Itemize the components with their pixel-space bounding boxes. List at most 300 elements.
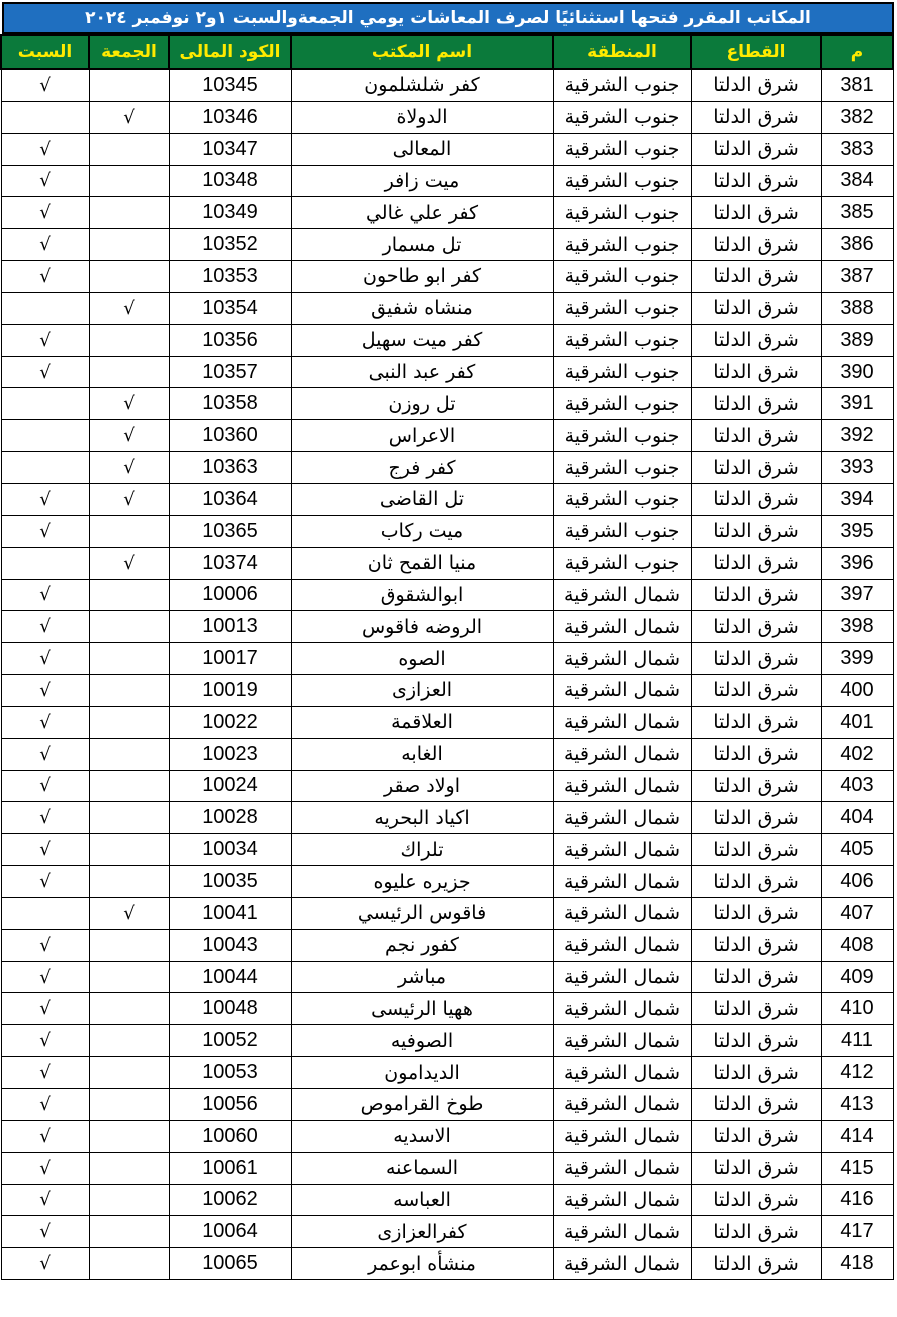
row-number: 403 (821, 770, 893, 802)
saturday-check-cell: √ (1, 261, 89, 293)
friday-check-cell: √ (89, 420, 169, 452)
table-row (1, 483, 893, 515)
row-number: 396 (821, 547, 893, 579)
friday-check-cell (89, 1089, 169, 1121)
friday-check-cell (89, 356, 169, 388)
financial-code-cell: 10363 (169, 452, 291, 484)
region-cell: شمال الشرقية (553, 1184, 691, 1216)
financial-code-cell: 10048 (169, 993, 291, 1025)
sector-cell: شرق الدلتا (691, 165, 821, 197)
financial-code-cell: 10034 (169, 834, 291, 866)
table-row (1, 388, 893, 420)
table-row (1, 579, 893, 611)
region-cell: جنوب الشرقية (553, 515, 691, 547)
saturday-check-cell (1, 292, 89, 324)
saturday-check-cell: √ (1, 1120, 89, 1152)
row-number: 411 (821, 1025, 893, 1057)
friday-check-cell: √ (89, 452, 169, 484)
friday-check-cell (89, 1025, 169, 1057)
financial-code-cell: 10353 (169, 261, 291, 293)
office-name-cell: اولاد صقر (291, 770, 553, 802)
saturday-check-cell (1, 547, 89, 579)
region-cell: شمال الشرقية (553, 802, 691, 834)
region-cell: شمال الشرقية (553, 1089, 691, 1121)
office-name-cell: ميت زافر (291, 165, 553, 197)
office-name-cell: منشأه ابوعمر (291, 1248, 553, 1280)
friday-check-cell (89, 261, 169, 293)
sector-cell: شرق الدلتا (691, 738, 821, 770)
region-cell: جنوب الشرقية (553, 483, 691, 515)
sector-cell: شرق الدلتا (691, 356, 821, 388)
region-cell: جنوب الشرقية (553, 547, 691, 579)
table-body (1, 69, 893, 1280)
table-row (1, 706, 893, 738)
table-row (1, 770, 893, 802)
office-name-cell: الصوفيه (291, 1025, 553, 1057)
saturday-check-cell: √ (1, 1248, 89, 1280)
row-number: 402 (821, 738, 893, 770)
friday-check-cell (89, 611, 169, 643)
financial-code-cell: 10356 (169, 324, 291, 356)
financial-code-cell: 10348 (169, 165, 291, 197)
header-saturday: السبت (1, 35, 89, 69)
sector-cell: شرق الدلتا (691, 770, 821, 802)
table-row (1, 356, 893, 388)
row-number: 394 (821, 483, 893, 515)
saturday-check-cell: √ (1, 611, 89, 643)
friday-check-cell (89, 993, 169, 1025)
sector-cell: شرق الدلتا (691, 101, 821, 133)
region-cell: شمال الشرقية (553, 993, 691, 1025)
table-row (1, 961, 893, 993)
saturday-check-cell: √ (1, 706, 89, 738)
office-name-cell: كفر ميت سهيل (291, 324, 553, 356)
friday-check-cell (89, 197, 169, 229)
region-cell: شمال الشرقية (553, 1025, 691, 1057)
friday-check-cell: √ (89, 483, 169, 515)
friday-check-cell (89, 961, 169, 993)
table-row (1, 229, 893, 261)
friday-check-cell (89, 1057, 169, 1089)
saturday-check-cell (1, 101, 89, 133)
header-office: اسم المكتب (291, 35, 553, 69)
office-name-cell: الديدامون (291, 1057, 553, 1089)
friday-check-cell (89, 579, 169, 611)
table-row (1, 802, 893, 834)
region-cell: شمال الشرقية (553, 611, 691, 643)
financial-code-cell: 10035 (169, 866, 291, 898)
table-row (1, 643, 893, 675)
sector-cell: شرق الدلتا (691, 69, 821, 101)
office-name-cell: العلاقمة (291, 706, 553, 738)
friday-check-cell (89, 1248, 169, 1280)
financial-code-cell: 10013 (169, 611, 291, 643)
saturday-check-cell: √ (1, 866, 89, 898)
row-number: 383 (821, 133, 893, 165)
financial-code-cell: 10360 (169, 420, 291, 452)
financial-code-cell: 10024 (169, 770, 291, 802)
sector-cell: شرق الدلتا (691, 1216, 821, 1248)
row-number: 401 (821, 706, 893, 738)
table-row (1, 1184, 893, 1216)
row-number: 393 (821, 452, 893, 484)
table-row (1, 1089, 893, 1121)
sheet-title: المكاتب المقرر فتحها استثنائيًا لصرف المعاشات يومي الجمعةوالسبت ١و٢ نوفمبر ٢٠٢٤ (2, 2, 894, 34)
office-name-cell: ابوالشقوق (291, 579, 553, 611)
region-cell: جنوب الشرقية (553, 292, 691, 324)
sector-cell: شرق الدلتا (691, 1120, 821, 1152)
friday-check-cell (89, 770, 169, 802)
saturday-check-cell: √ (1, 1025, 89, 1057)
row-number: 390 (821, 356, 893, 388)
region-cell: شمال الشرقية (553, 738, 691, 770)
row-number: 381 (821, 69, 893, 101)
financial-code-cell: 10061 (169, 1152, 291, 1184)
region-cell: شمال الشرقية (553, 1057, 691, 1089)
region-cell: شمال الشرقية (553, 897, 691, 929)
region-cell: شمال الشرقية (553, 866, 691, 898)
table-row (1, 452, 893, 484)
sector-cell: شرق الدلتا (691, 897, 821, 929)
row-number: 386 (821, 229, 893, 261)
table-row (1, 738, 893, 770)
financial-code-cell: 10065 (169, 1248, 291, 1280)
table-row (1, 292, 893, 324)
table-row (1, 420, 893, 452)
financial-code-cell: 10346 (169, 101, 291, 133)
sector-cell: شرق الدلتا (691, 643, 821, 675)
sector-cell: شرق الدلتا (691, 420, 821, 452)
friday-check-cell (89, 1120, 169, 1152)
financial-code-cell: 10352 (169, 229, 291, 261)
saturday-check-cell: √ (1, 675, 89, 707)
table-row (1, 324, 893, 356)
office-name-cell: كفر علي غالي (291, 197, 553, 229)
sector-cell: شرق الدلتا (691, 706, 821, 738)
financial-code-cell: 10060 (169, 1120, 291, 1152)
table-row (1, 1216, 893, 1248)
saturday-check-cell: √ (1, 229, 89, 261)
row-number: 415 (821, 1152, 893, 1184)
region-cell: شمال الشرقية (553, 961, 691, 993)
row-number: 413 (821, 1089, 893, 1121)
office-name-cell: العباسه (291, 1184, 553, 1216)
financial-code-cell: 10364 (169, 483, 291, 515)
sector-cell: شرق الدلتا (691, 1248, 821, 1280)
table-row (1, 1152, 893, 1184)
financial-code-cell: 10022 (169, 706, 291, 738)
row-number: 388 (821, 292, 893, 324)
sector-cell: شرق الدلتا (691, 515, 821, 547)
header-friday: الجمعة (89, 35, 169, 69)
row-number: 391 (821, 388, 893, 420)
region-cell: جنوب الشرقية (553, 69, 691, 101)
office-name-cell: العزازى (291, 675, 553, 707)
table-row (1, 1248, 893, 1280)
sector-cell: شرق الدلتا (691, 261, 821, 293)
office-name-cell: الاعراس (291, 420, 553, 452)
header-m: م (821, 35, 893, 69)
financial-code-cell: 10056 (169, 1089, 291, 1121)
office-name-cell: ههيا الرئيسى (291, 993, 553, 1025)
row-number: 385 (821, 197, 893, 229)
table-row (1, 1025, 893, 1057)
table-row (1, 834, 893, 866)
region-cell: جنوب الشرقية (553, 261, 691, 293)
row-number: 410 (821, 993, 893, 1025)
financial-code-cell: 10365 (169, 515, 291, 547)
saturday-check-cell: √ (1, 1057, 89, 1089)
office-name-cell: المعالى (291, 133, 553, 165)
header-code: الكود المالى (169, 35, 291, 69)
region-cell: جنوب الشرقية (553, 388, 691, 420)
table-row (1, 866, 893, 898)
office-name-cell: الاسديه (291, 1120, 553, 1152)
saturday-check-cell (1, 897, 89, 929)
sector-cell: شرق الدلتا (691, 133, 821, 165)
financial-code-cell: 10064 (169, 1216, 291, 1248)
sector-cell: شرق الدلتا (691, 452, 821, 484)
region-cell: شمال الشرقية (553, 770, 691, 802)
financial-code-cell: 10044 (169, 961, 291, 993)
friday-check-cell (89, 929, 169, 961)
saturday-check-cell: √ (1, 324, 89, 356)
saturday-check-cell: √ (1, 483, 89, 515)
saturday-check-cell: √ (1, 961, 89, 993)
financial-code-cell: 10019 (169, 675, 291, 707)
friday-check-cell: √ (89, 388, 169, 420)
header-region: المنطقة (553, 35, 691, 69)
region-cell: جنوب الشرقية (553, 452, 691, 484)
office-name-cell: تلراك (291, 834, 553, 866)
region-cell: شمال الشرقية (553, 1216, 691, 1248)
financial-code-cell: 10062 (169, 1184, 291, 1216)
header-sector: القطاع (691, 35, 821, 69)
row-number: 397 (821, 579, 893, 611)
region-cell: شمال الشرقية (553, 706, 691, 738)
table-row (1, 261, 893, 293)
table-row (1, 1120, 893, 1152)
financial-code-cell: 10052 (169, 1025, 291, 1057)
saturday-check-cell: √ (1, 1216, 89, 1248)
sector-cell: شرق الدلتا (691, 579, 821, 611)
office-name-cell: تل مسمار (291, 229, 553, 261)
friday-check-cell: √ (89, 897, 169, 929)
region-cell: شمال الشرقية (553, 1120, 691, 1152)
row-number: 399 (821, 643, 893, 675)
office-name-cell: الغابه (291, 738, 553, 770)
friday-check-cell (89, 675, 169, 707)
saturday-check-cell: √ (1, 802, 89, 834)
sector-cell: شرق الدلتا (691, 929, 821, 961)
row-number: 384 (821, 165, 893, 197)
friday-check-cell (89, 866, 169, 898)
region-cell: شمال الشرقية (553, 675, 691, 707)
row-number: 407 (821, 897, 893, 929)
friday-check-cell (89, 229, 169, 261)
saturday-check-cell: √ (1, 643, 89, 675)
table-row (1, 929, 893, 961)
row-number: 400 (821, 675, 893, 707)
sector-cell: شرق الدلتا (691, 1089, 821, 1121)
saturday-check-cell (1, 420, 89, 452)
row-number: 398 (821, 611, 893, 643)
row-number: 389 (821, 324, 893, 356)
row-number: 412 (821, 1057, 893, 1089)
sector-cell: شرق الدلتا (691, 611, 821, 643)
region-cell: شمال الشرقية (553, 1152, 691, 1184)
financial-code-cell: 10041 (169, 897, 291, 929)
office-name-cell: تل روزن (291, 388, 553, 420)
financial-code-cell: 10053 (169, 1057, 291, 1089)
friday-check-cell: √ (89, 547, 169, 579)
table-row (1, 675, 893, 707)
row-number: 404 (821, 802, 893, 834)
saturday-check-cell: √ (1, 1184, 89, 1216)
sector-cell: شرق الدلتا (691, 547, 821, 579)
saturday-check-cell: √ (1, 579, 89, 611)
sector-cell: شرق الدلتا (691, 675, 821, 707)
saturday-check-cell: √ (1, 356, 89, 388)
office-name-cell: تل القاضى (291, 483, 553, 515)
row-number: 392 (821, 420, 893, 452)
office-name-cell: الروضه فاقوس (291, 611, 553, 643)
friday-check-cell (89, 834, 169, 866)
saturday-check-cell: √ (1, 929, 89, 961)
sector-cell: شرق الدلتا (691, 483, 821, 515)
financial-code-cell: 10354 (169, 292, 291, 324)
region-cell: جنوب الشرقية (553, 101, 691, 133)
office-name-cell: كفر ابو طاحون (291, 261, 553, 293)
sector-cell: شرق الدلتا (691, 229, 821, 261)
office-name-cell: السماعنه (291, 1152, 553, 1184)
financial-code-cell: 10017 (169, 643, 291, 675)
sector-cell: شرق الدلتا (691, 866, 821, 898)
saturday-check-cell (1, 388, 89, 420)
financial-code-cell: 10006 (169, 579, 291, 611)
row-number: 382 (821, 101, 893, 133)
office-name-cell: ميت ركاب (291, 515, 553, 547)
row-number: 418 (821, 1248, 893, 1280)
financial-code-cell: 10028 (169, 802, 291, 834)
friday-check-cell (89, 706, 169, 738)
office-name-cell: منشاه شفيق (291, 292, 553, 324)
table-row (1, 165, 893, 197)
friday-check-cell (89, 133, 169, 165)
friday-check-cell (89, 643, 169, 675)
saturday-check-cell (1, 452, 89, 484)
region-cell: جنوب الشرقية (553, 197, 691, 229)
office-name-cell: فاقوس الرئيسي (291, 897, 553, 929)
row-number: 408 (821, 929, 893, 961)
region-cell: شمال الشرقية (553, 643, 691, 675)
office-name-cell: منيا القمح ثان (291, 547, 553, 579)
region-cell: جنوب الشرقية (553, 356, 691, 388)
sector-cell: شرق الدلتا (691, 993, 821, 1025)
financial-code-cell: 10023 (169, 738, 291, 770)
office-name-cell: الدولاة (291, 101, 553, 133)
friday-check-cell (89, 165, 169, 197)
financial-code-cell: 10349 (169, 197, 291, 229)
office-name-cell: مباشر (291, 961, 553, 993)
region-cell: جنوب الشرقية (553, 229, 691, 261)
office-name-cell: الصوه (291, 643, 553, 675)
financial-code-cell: 10043 (169, 929, 291, 961)
table-row (1, 515, 893, 547)
friday-check-cell: √ (89, 292, 169, 324)
sector-cell: شرق الدلتا (691, 1152, 821, 1184)
saturday-check-cell: √ (1, 834, 89, 866)
financial-code-cell: 10345 (169, 69, 291, 101)
table-row (1, 197, 893, 229)
region-cell: جنوب الشرقية (553, 420, 691, 452)
region-cell: شمال الشرقية (553, 929, 691, 961)
sector-cell: شرق الدلتا (691, 324, 821, 356)
saturday-check-cell: √ (1, 197, 89, 229)
friday-check-cell (89, 1152, 169, 1184)
sector-cell: شرق الدلتا (691, 961, 821, 993)
friday-check-cell (89, 69, 169, 101)
table-row (1, 69, 893, 101)
row-number: 416 (821, 1184, 893, 1216)
region-cell: جنوب الشرقية (553, 324, 691, 356)
sector-cell: شرق الدلتا (691, 1025, 821, 1057)
sector-cell: شرق الدلتا (691, 1057, 821, 1089)
saturday-check-cell: √ (1, 69, 89, 101)
region-cell: شمال الشرقية (553, 1248, 691, 1280)
office-name-cell: كفر عبد النبى (291, 356, 553, 388)
office-name-cell: كفر شلشلمون (291, 69, 553, 101)
region-cell: شمال الشرقية (553, 579, 691, 611)
friday-check-cell (89, 738, 169, 770)
sector-cell: شرق الدلتا (691, 292, 821, 324)
office-name-cell: طوخ القراموص (291, 1089, 553, 1121)
saturday-check-cell: √ (1, 515, 89, 547)
saturday-check-cell: √ (1, 993, 89, 1025)
table-row (1, 101, 893, 133)
sector-cell: شرق الدلتا (691, 197, 821, 229)
row-number: 417 (821, 1216, 893, 1248)
office-name-cell: اكياد البحريه (291, 802, 553, 834)
office-name-cell: كفرالعزازى (291, 1216, 553, 1248)
friday-check-cell (89, 515, 169, 547)
table-row (1, 133, 893, 165)
saturday-check-cell: √ (1, 165, 89, 197)
office-name-cell: كفور نجم (291, 929, 553, 961)
row-number: 387 (821, 261, 893, 293)
financial-code-cell: 10358 (169, 388, 291, 420)
region-cell: شمال الشرقية (553, 834, 691, 866)
sector-cell: شرق الدلتا (691, 802, 821, 834)
office-name-cell: كفر فرج (291, 452, 553, 484)
table-row (1, 897, 893, 929)
region-cell: جنوب الشرقية (553, 133, 691, 165)
row-number: 414 (821, 1120, 893, 1152)
row-number: 409 (821, 961, 893, 993)
row-number: 405 (821, 834, 893, 866)
sector-cell: شرق الدلتا (691, 834, 821, 866)
header-row (1, 35, 893, 69)
row-number: 406 (821, 866, 893, 898)
sector-cell: شرق الدلتا (691, 1184, 821, 1216)
friday-check-cell (89, 802, 169, 834)
offices-table (0, 34, 894, 1280)
friday-check-cell (89, 324, 169, 356)
financial-code-cell: 10357 (169, 356, 291, 388)
row-number: 395 (821, 515, 893, 547)
offices-sheet (2, 2, 894, 1314)
friday-check-cell (89, 1216, 169, 1248)
